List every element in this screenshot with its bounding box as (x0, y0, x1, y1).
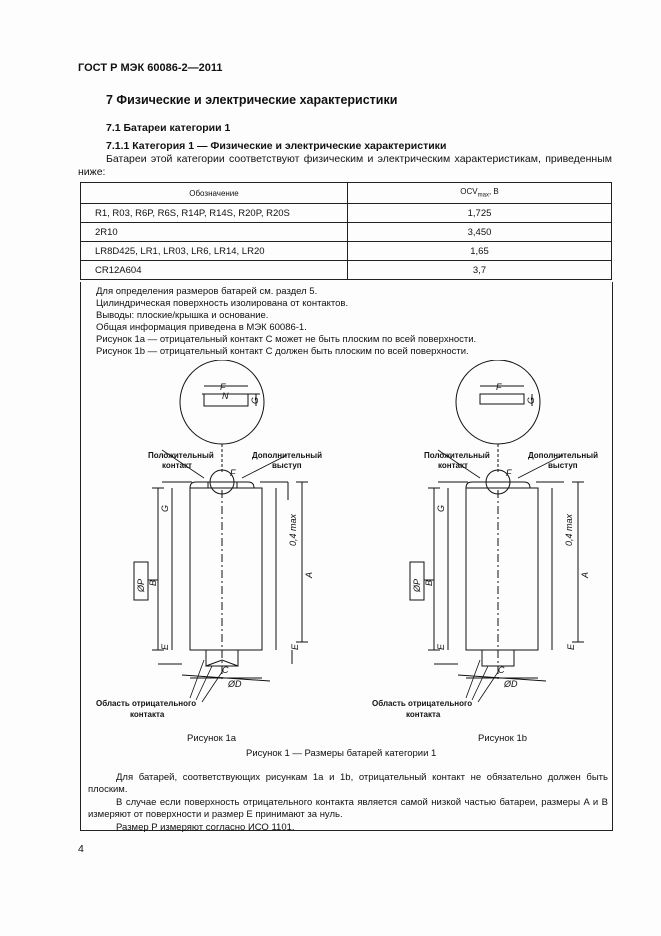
dim-label-g: G (526, 396, 536, 404)
body-paragraph: В случае если поверхность отрицательного контакта является самой низкой частью батареи, размеры A и B измеряют от поверхности и размер E принимают за нуль. (88, 796, 608, 821)
label-negative-contact: Область отрицательного (372, 699, 473, 708)
dim-label-f: F (496, 382, 502, 392)
intro-paragraph: Батареи этой категории соответствуют физическим и электрическим характеристикам, приведенным ниже: (78, 153, 612, 178)
dim-label-g2: G (436, 504, 446, 512)
cell-designation: LR8D425, LR1, LR03, LR6, LR14, LR20 (81, 242, 348, 261)
spec-table (80, 182, 612, 280)
dim-label-c: C (222, 665, 229, 675)
cell-designation: 2R10 (81, 223, 348, 242)
dim-label-p: ØP (412, 578, 422, 592)
body-paragraph: Размер P измеряют согласно ИСО 1101. (116, 821, 295, 833)
dim-label-a: A (580, 571, 590, 578)
figure-1a-drawing (92, 360, 352, 730)
dim-label-f2: F (506, 468, 512, 478)
dim-label-e: E (160, 643, 170, 650)
section-title: 7 Физические и электрические характеристики (106, 93, 398, 107)
figure-caption: Рисунок 1 — Размеры батарей категории 1 (246, 748, 437, 759)
note-line: Выводы: плоские/крышка и основание. (96, 310, 269, 321)
table-header-row (81, 183, 612, 204)
table-row (81, 261, 612, 280)
label-positive-contact-2: контакт (438, 461, 468, 470)
document-header: ГОСТ Р МЭК 60086-2—2011 (78, 62, 223, 74)
subsubsection-title: 7.1.1 Категория 1 — Физические и электрические характеристики (106, 140, 447, 152)
note-line: Для определения размеров батарей см. раздел 5. (96, 286, 318, 297)
note-line: Рисунок 1b — отрицательный контакт C должен быть плоским по всей поверхности. (96, 346, 469, 357)
label-positive-contact-2: контакт (162, 461, 192, 470)
cell-ocv: 3,7 (348, 261, 612, 280)
label-negative-contact: Область отрицательного (96, 699, 197, 708)
label-aux-bump: Дополнительный (528, 451, 598, 460)
cell-ocv: 1,65 (348, 242, 612, 261)
dim-label-d: ØD (228, 679, 242, 689)
dim-label-d: ØD (504, 679, 518, 689)
dim-label-a: A (304, 571, 314, 578)
body-text (88, 772, 608, 834)
caption-figure-1b: Рисунок 1b (478, 733, 528, 744)
table-row (81, 204, 612, 223)
label-aux-bump: Дополнительный (252, 451, 322, 460)
header-designation: Обозначение (81, 183, 348, 204)
dim-label-e: E (436, 643, 446, 650)
dim-label-04: 0,4 max (564, 513, 574, 546)
label-negative-contact-2: контакта (406, 710, 441, 719)
label-aux-bump-2: выступ (548, 461, 578, 470)
cell-ocv: 3,450 (348, 223, 612, 242)
header-ocv: $OCV_{max}$, В (348, 183, 612, 204)
dim-label-g2: G (160, 504, 170, 512)
table-row (81, 242, 612, 261)
cell-designation: R1, R03, R6P, R6S, R14P, R14S, R20P, R20S (81, 204, 348, 223)
dim-label-f2: F (230, 468, 236, 478)
note-line: Рисунок 1а — отрицательный контакт C может не быть плоским по всей поверхности. (96, 334, 477, 345)
subsection-title: 7.1 Батареи категории 1 (106, 122, 231, 134)
dim-label-c: C (498, 665, 505, 675)
dim-label-p: ØP (136, 578, 146, 592)
body-paragraph: Для батарей, соответствующих рисункам 1а и 1b, отрицательный контакт не обязательно должен быть плоским. (88, 772, 608, 796)
dim-label-e2: E (290, 643, 300, 650)
page-number: 4 (78, 843, 84, 855)
label-negative-contact-2: контакта (130, 710, 165, 719)
label-positive-contact: Положительный (148, 451, 214, 460)
cell-designation: CR12A604 (81, 261, 348, 280)
figure-1b-drawing (368, 360, 608, 730)
note-line: Общая информация приведена в МЭК 60086-1. (96, 322, 307, 333)
note-line: Цилиндрическая поверхность изолирована от контактов. (96, 298, 349, 309)
dim-label-04: 0,4 max (288, 513, 298, 546)
label-positive-contact: Положительный (424, 451, 490, 460)
dim-label-g: G (250, 396, 260, 404)
cell-ocv: 1,725 (348, 204, 612, 223)
caption-figure-1a: Рисунок 1а (187, 733, 237, 744)
dim-label-e2: E (566, 643, 576, 650)
dim-label-b: B (148, 579, 158, 586)
dim-label-f: F (220, 382, 226, 392)
label-aux-bump-2: выступ (272, 461, 302, 470)
dim-label-n: N (222, 391, 229, 401)
notes-block (96, 286, 476, 358)
dim-label-b: B (424, 579, 434, 586)
table-row (81, 223, 612, 242)
